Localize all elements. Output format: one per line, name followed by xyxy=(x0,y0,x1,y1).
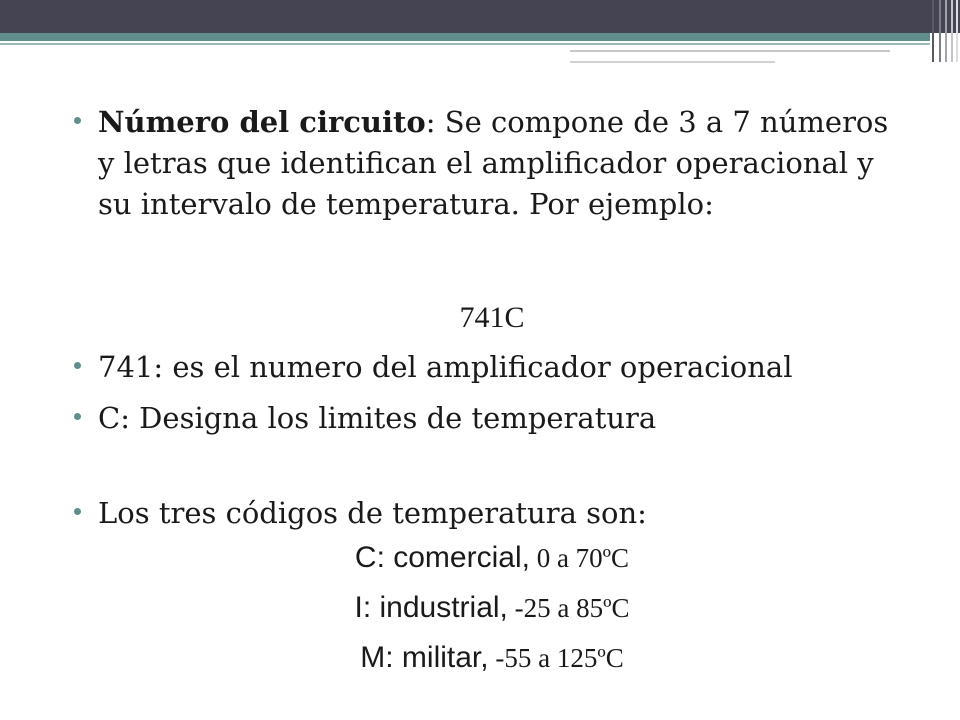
header-rule-short xyxy=(570,61,775,63)
temp-code-range: 0 a 70ºC xyxy=(529,543,630,573)
bullet-text: Los tres códigos de temperatura son: xyxy=(98,496,647,530)
temp-code-label: C: comercial, xyxy=(354,541,530,574)
example-code: 741C xyxy=(459,301,525,334)
bullet-text: C: Designa los limites de temperatura xyxy=(98,401,657,435)
header-accent-line xyxy=(0,43,930,45)
header-bar xyxy=(0,0,960,33)
temp-code-label: M: militar, xyxy=(360,641,489,674)
bullet-dot xyxy=(74,508,81,515)
bullet-text: 741: es el numero del amplificador operacional xyxy=(98,350,793,384)
temp-code-commercial xyxy=(62,538,922,578)
bullet-temp-limits xyxy=(62,398,898,439)
bullet-circuit-number xyxy=(62,102,898,225)
temp-code-range: -25 a 85ºC xyxy=(507,593,630,623)
header-accent-band xyxy=(0,33,930,41)
temp-code-label: I: industrial, xyxy=(354,591,508,624)
bullet-dot xyxy=(74,413,81,420)
temp-code-military xyxy=(62,638,922,678)
bullet-amp-number xyxy=(62,347,898,388)
temp-code-range: -55 a 125ºC xyxy=(488,643,624,673)
temp-code-industrial xyxy=(62,588,922,628)
bullet-lead: Número del circuito xyxy=(98,105,426,139)
bullet-dot xyxy=(74,117,81,124)
header-rule-long xyxy=(570,50,890,52)
bullet-temp-codes xyxy=(62,493,898,534)
bullet-dot xyxy=(74,362,81,369)
header-right-strips xyxy=(930,0,960,62)
bullet-text: : Se compone de 3 a 7 números y letras que identifican el amplificador operacional y su intervalo de temperatura. Por ejemplo: xyxy=(98,105,889,221)
